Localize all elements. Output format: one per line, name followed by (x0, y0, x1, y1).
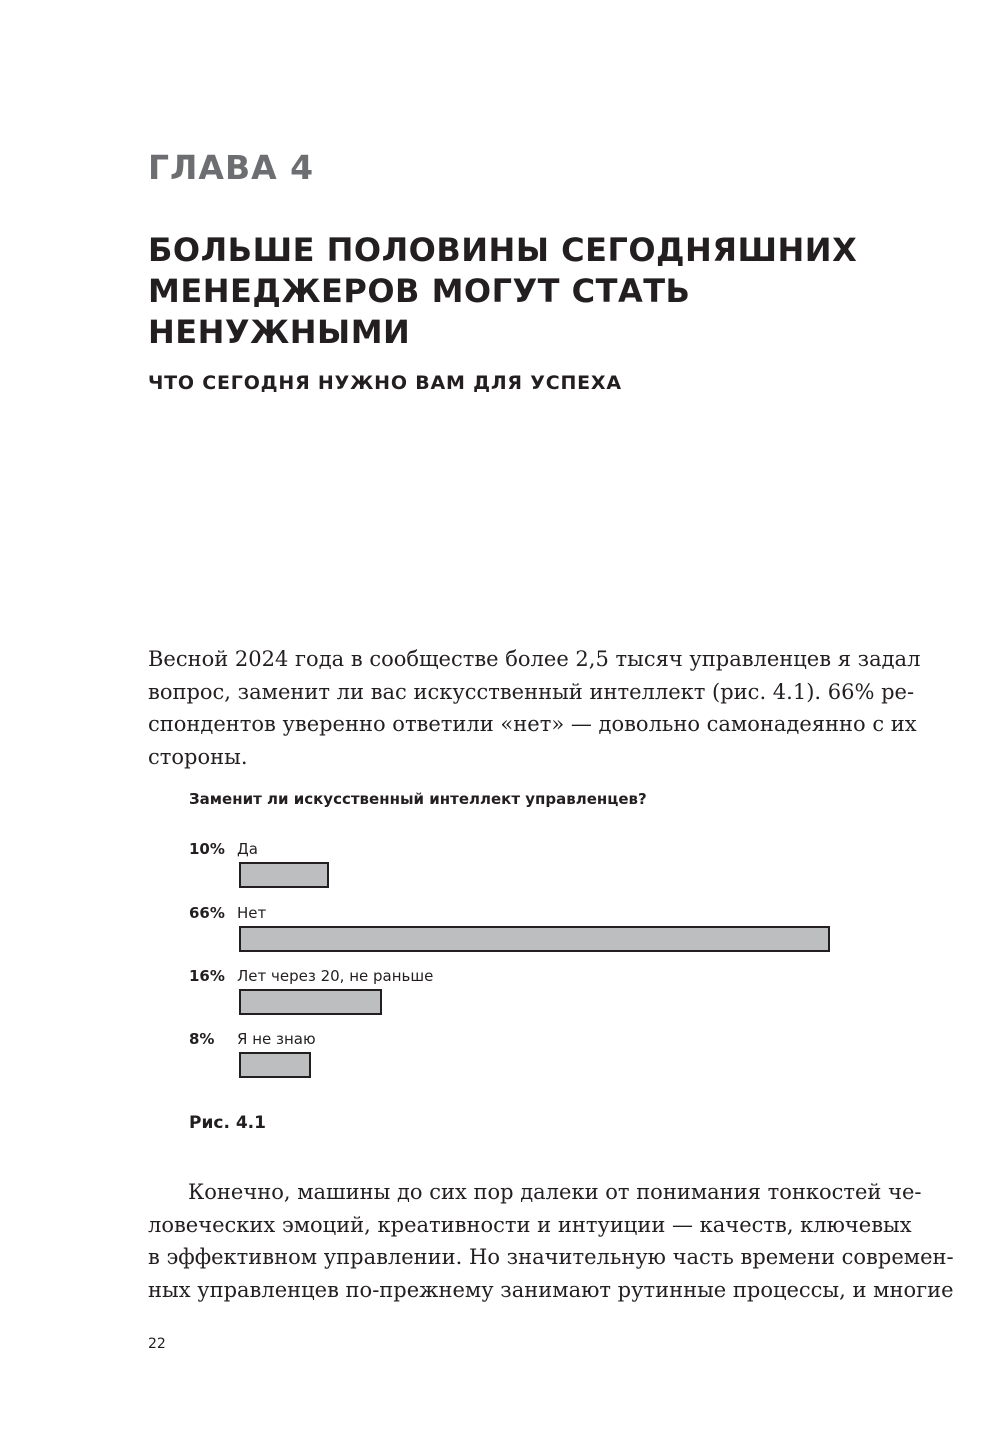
chart-value-label: 10% (189, 840, 225, 858)
chapter-subtitle: ЧТО СЕГОДНЯ НУЖНО ВАМ ДЛЯ УСПЕХА (148, 372, 622, 394)
paragraph-line: вопрос, заменит ли вас искусственный интеллект (рис. 4.1). 66% ре- (148, 679, 915, 704)
paragraph-line: в эффективном управлении. Но значительную часть времени современ- (148, 1245, 954, 1269)
chapter-title-line: НЕНУЖНЫМИ (148, 313, 411, 351)
chart-category-label: Нет (237, 904, 267, 922)
chapter-title-line: БОЛЬШЕ ПОЛОВИНЫ СЕГОДНЯШНИХ (148, 231, 858, 269)
chart-bar-no (239, 926, 830, 952)
chart-bar-dont-know (239, 1052, 311, 1078)
paragraph-line: спондентов уверенно ответили «нет» — довольно самонадеянно с их (148, 712, 917, 736)
body-paragraph-intro (148, 643, 921, 773)
paragraph-line: ных управленцев по-прежнему занимают рутинные процессы, и многие (148, 1277, 954, 1302)
chart-value-label: 66% (189, 904, 225, 922)
page-number: 22 (148, 1336, 166, 1352)
chart-bar-in-20-years (239, 989, 382, 1015)
paragraph-line: Весной 2024 года в сообществе более 2,5 тысяч управленцев я задал (148, 647, 921, 671)
chart-category-label: Да (237, 840, 258, 858)
body-paragraph-continuation (148, 1176, 954, 1306)
figure-caption: Рис. 4.1 (189, 1113, 266, 1133)
paragraph-line: ловеческих эмоций, креативности и интуиции — качеств, ключевых (148, 1212, 912, 1237)
chart-bar-yes (239, 862, 329, 888)
paragraph-line: Конечно, машины до сих пор далеки от понимания тонкостей че- (188, 1180, 922, 1204)
chart-value-label: 16% (189, 967, 225, 985)
chapter-title-line: МЕНЕДЖЕРОВ МОГУТ СТАТЬ (148, 272, 691, 310)
paragraph-line: стороны. (148, 744, 248, 769)
chapter-title (148, 230, 908, 353)
chapter-label: ГЛАВА 4 (148, 148, 315, 187)
chart-value-label: 8% (189, 1030, 215, 1048)
chart-title: Заменит ли искусственный интеллект управленцев? (189, 790, 647, 808)
chart-category-label: Лет через 20, не раньше (237, 967, 434, 985)
chart-category-label: Я не знаю (237, 1030, 316, 1048)
